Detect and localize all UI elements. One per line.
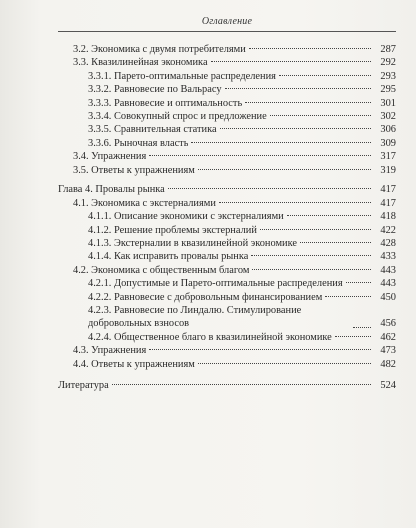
toc-entry-label: 3.4. Упражнения [73,151,147,163]
toc-entry-page: 292 [380,57,396,69]
toc-entry-label: 3.2. Экономика с двумя потребителями [73,44,246,55]
dot-leader [211,61,371,62]
table-of-contents [58,43,396,392]
toc-entry[interactable] [58,277,396,290]
running-header: Оглавление [201,16,253,27]
toc-entry[interactable] [58,331,396,344]
toc-entry-label: 4.2.2. Равновесие с добровольным финансированием [88,291,323,303]
dot-leader [325,296,371,297]
dot-leader [251,255,371,256]
toc-entry-label: 4.4. Ответы к упражнениям [73,358,195,370]
toc-entry-page: 524 [380,379,396,391]
toc-entry[interactable] [58,137,396,150]
toc-entry[interactable] [58,110,396,123]
toc-entry-page: 319 [380,164,396,176]
toc-entry-label: 4.1.4. Как исправить провалы рынка [88,251,249,263]
dot-leader [279,75,371,76]
toc-entry[interactable] [58,237,396,250]
toc-entry[interactable] [58,70,396,83]
toc-entry-page: 456 [380,318,396,330]
dot-leader [198,169,371,170]
toc-entry-page: 287 [380,44,396,55]
toc-entry-page: 417 [380,184,396,196]
toc-entry-label: 4.3. Упражнения [73,345,147,357]
toc-entry-page: 428 [380,237,396,249]
dot-leader [149,155,371,156]
toc-entry-page: 443 [380,278,396,290]
toc-entry[interactable] [58,291,396,304]
toc-entry-page: 317 [380,151,396,163]
toc-entry-page: 293 [380,70,396,82]
toc-entry-label: 4.1. Экономика с экстерналиями [73,197,216,209]
toc-entry-label: 3.5. Ответы к упражнениям [73,164,195,176]
dot-leader [168,188,371,189]
toc-entry-label: 4.2.3. Равновесие по Линдалю. Стимулирование добровольных взносов [88,304,302,330]
toc-entry-label: Глава 4. Провалы рынка [58,184,165,196]
toc-entry-page: 422 [380,224,396,236]
toc-entry[interactable] [58,210,396,223]
toc-entry-label: 4.1.2. Решение проблемы экстерналий [88,224,257,236]
dot-leader [300,242,371,243]
toc-entry-page: 301 [380,97,396,109]
toc-entry[interactable] [58,56,396,69]
toc-entry[interactable] [58,264,396,277]
toc-entry[interactable] [58,197,396,210]
toc-entry-label: 3.3.2. Равновесие по Вальрасу [88,84,222,96]
dot-leader [191,142,371,143]
toc-entry[interactable] [58,344,396,357]
dot-leader [245,102,371,103]
toc-entry-label: 4.2. Экономика с общественным благом [73,264,250,276]
toc-entry-label: 3.3.4. Совокупный спрос и предложение [88,110,267,122]
dot-leader [112,384,371,385]
toc-entry[interactable] [58,43,396,56]
toc-entry[interactable] [58,97,396,110]
toc-entry-page: 295 [380,84,396,96]
toc-entry-label: Литература [58,379,109,391]
toc-entry-page: 418 [380,211,396,223]
toc-entry-page: 462 [380,331,396,343]
dot-leader [252,269,371,270]
toc-entry-page: 443 [380,264,396,276]
toc-entry-page: 306 [380,124,396,136]
toc-entry-page: 433 [380,251,396,263]
dot-leader [249,48,371,49]
spacer [58,371,396,379]
toc-entry-page: 473 [380,345,396,357]
dot-leader [346,282,371,283]
toc-entry-label: 4.2.1. Допустимые и Парето-оптимальные распределения [88,278,343,290]
toc-entry-page: 309 [380,137,396,149]
dot-leader [198,363,371,364]
toc-entry[interactable] [58,164,396,177]
dot-leader [225,88,371,89]
toc-entry[interactable] [58,83,396,96]
toc-entry[interactable] [58,224,396,237]
toc-entry-page: 302 [380,110,396,122]
toc-entry-label: 4.1.1. Описание экономики с экстерналиями [88,211,284,223]
toc-entry[interactable] [58,250,396,263]
toc-entry-page: 450 [380,291,396,303]
toc-entry-label: 3.3.6. Рыночная власть [88,137,189,149]
toc-entry-label: 3.3.3. Равновесие и оптимальность [88,97,243,109]
dot-leader [287,215,371,216]
toc-entry[interactable] [58,358,396,371]
toc-entry[interactable] [58,123,396,136]
dot-leader [260,229,371,230]
toc-entry-page: 482 [380,358,396,370]
dot-leader [149,349,371,350]
toc-entry[interactable] [58,304,396,331]
dot-leader [335,336,371,337]
toc-entry[interactable] [58,150,396,163]
dot-leader [353,327,371,328]
toc-chapter-entry[interactable] [58,183,396,196]
toc-entry-page: 417 [380,197,396,209]
header-rule [58,31,396,32]
dot-leader [220,128,371,129]
dot-leader [270,115,371,116]
toc-entry-label: 4.2.4. Общественное благо в квазилинейной экономике [88,331,332,343]
toc-entry-label: 4.1.3. Экстерналии в квазилинейной экономике [88,237,298,249]
toc-entry-label: 3.3.5. Сравнительная статика [88,124,217,136]
toc-entry-label: 3.3.1. Парето-оптимальные распределения [88,70,276,82]
toc-entry-label: 3.3. Квазилинейная экономика [73,57,208,69]
dot-leader [219,202,371,203]
toc-bibliography-entry[interactable] [58,379,396,392]
